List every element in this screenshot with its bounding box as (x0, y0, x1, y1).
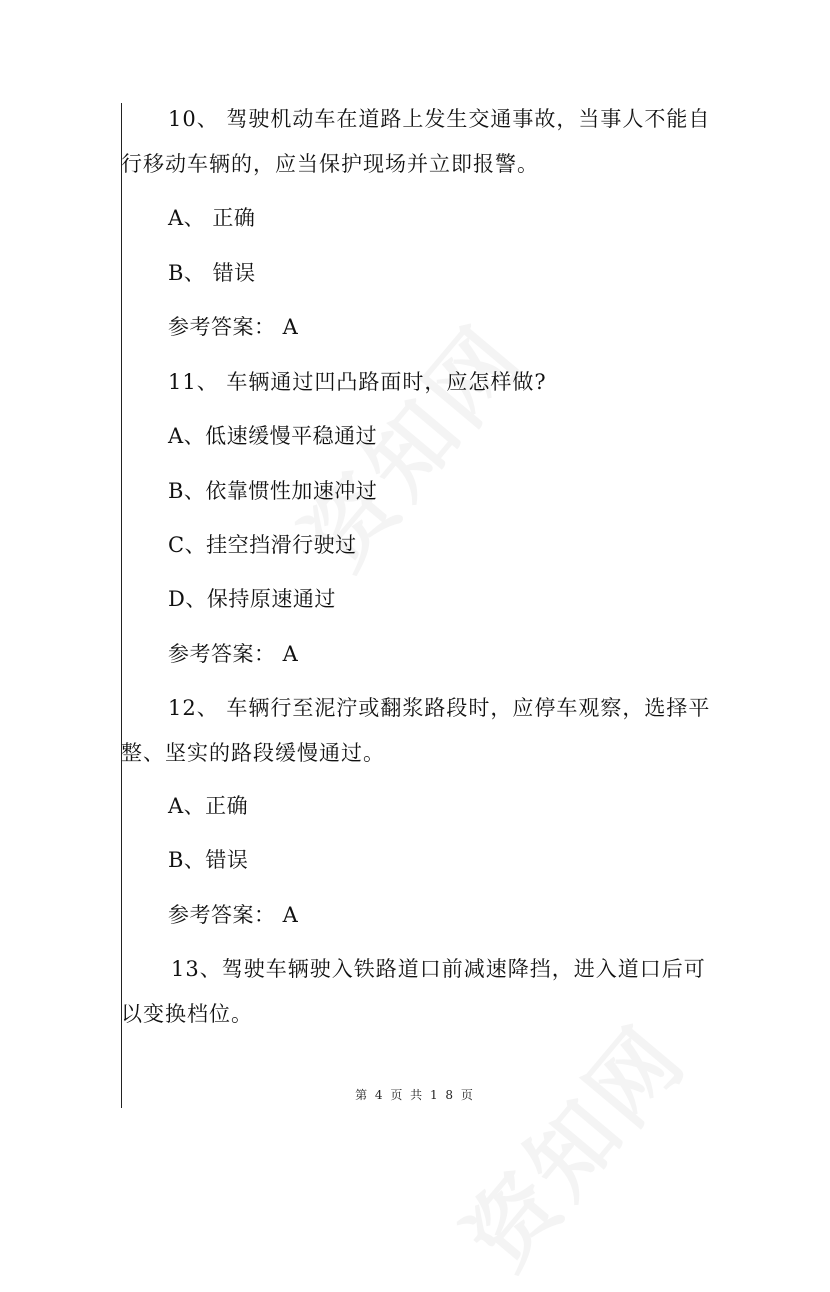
question-12-stem-line-1: 12、 车辆行至泥泞或翻浆路段时，应停车观察，选择平 (168, 696, 711, 720)
question-12-option-a: A、正确 (168, 794, 249, 818)
question-10-stem-line-2: 行移动车辆的，应当保护现场并立即报警。 (121, 152, 539, 176)
question-13-stem-line-2: 以变换档位。 (121, 1002, 253, 1026)
page-footer: 第 4 页 共 1 8 页 (355, 1088, 475, 1102)
question-11-option-a: A、低速缓慢平稳通过 (168, 424, 378, 448)
question-11-option-c: C、挂空挡滑行驶过 (168, 533, 357, 557)
question-12-option-b: B、错误 (168, 848, 249, 872)
question-11-option-b: B、依靠惯性加速冲过 (168, 479, 378, 503)
question-12-stem-line-2: 整、坚实的路段缓慢通过。 (121, 741, 385, 765)
question-10-stem-line-1: 10、 驾驶机动车在道路上发生交通事故，当事人不能自 (168, 107, 711, 131)
question-10-answer: 参考答案： A (168, 315, 299, 339)
question-12-answer: 参考答案： A (168, 903, 299, 927)
question-10-option-a: A、 正确 (168, 206, 256, 230)
question-11-answer: 参考答案： A (168, 642, 299, 666)
question-11-option-d: D、保持原速通过 (168, 587, 336, 611)
watermark (432, 994, 710, 1291)
left-margin-rule (121, 103, 122, 1108)
question-10-option-b: B、 错误 (168, 261, 256, 285)
question-11-stem-line-1: 11、 车辆通过凹凸路面时，应怎样做? (168, 370, 547, 394)
question-13-stem-line-1: 13、驾驶车辆驶入铁路道口前减速降挡，进入道口后可 (171, 957, 706, 981)
